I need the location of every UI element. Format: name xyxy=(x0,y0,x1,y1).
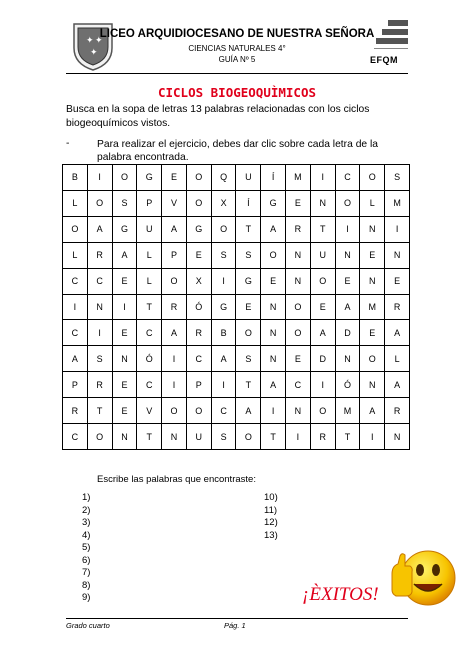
grid-letter-cell[interactable]: R xyxy=(162,294,187,320)
grid-letter-cell[interactable]: O xyxy=(236,320,261,346)
grid-letter-cell[interactable]: E xyxy=(112,398,137,424)
answer-number-label: 8) xyxy=(82,579,91,591)
grid-letter-cell[interactable]: E xyxy=(261,268,286,294)
guide-number: GUÍA Nº 5 xyxy=(218,55,256,64)
grid-letter-cell[interactable]: N xyxy=(335,346,360,372)
grid-letter-cell[interactable]: N xyxy=(112,346,137,372)
grid-letter-cell[interactable]: N xyxy=(87,294,112,320)
subject-label: CIENCIAS NATURALES 4° xyxy=(188,44,286,53)
grid-letter-cell[interactable]: M xyxy=(360,294,385,320)
grid-letter-cell[interactable]: I xyxy=(87,165,112,191)
page-title: CICLOS BIOGEOQUÌMICOS xyxy=(157,85,317,100)
grid-letter-cell[interactable]: S xyxy=(385,165,410,191)
grid-letter-cell[interactable]: E xyxy=(186,242,211,268)
grid-letter-cell[interactable]: N xyxy=(286,398,311,424)
grid-letter-cell[interactable]: S xyxy=(87,346,112,372)
grid-letter-cell[interactable]: T xyxy=(310,216,335,242)
grid-letter-cell[interactable]: R xyxy=(286,216,311,242)
grid-letter-cell[interactable]: T xyxy=(87,398,112,424)
grid-letter-cell[interactable]: M xyxy=(335,398,360,424)
grid-letter-cell[interactable]: E xyxy=(385,268,410,294)
answer-number-label: 13) xyxy=(264,529,278,541)
grid-letter-cell[interactable]: T xyxy=(335,424,360,450)
grid-letter-cell[interactable]: C xyxy=(286,372,311,398)
grid-letter-cell[interactable]: E xyxy=(162,165,187,191)
grid-letter-cell[interactable]: A xyxy=(385,372,410,398)
grid-letter-cell[interactable]: S xyxy=(236,346,261,372)
grid-letter-cell[interactable]: L xyxy=(137,268,162,294)
grid-letter-cell[interactable]: R xyxy=(385,398,410,424)
grid-letter-cell[interactable]: N xyxy=(310,190,335,216)
grid-letter-cell[interactable]: I xyxy=(87,320,112,346)
grid-letter-cell[interactable]: C xyxy=(63,424,88,450)
grid-letter-cell[interactable]: O xyxy=(87,190,112,216)
header-divider xyxy=(66,73,408,74)
answer-number-label: 1) xyxy=(82,492,91,503)
grid-row xyxy=(63,424,410,450)
grid-letter-cell[interactable]: E xyxy=(335,268,360,294)
grid-row xyxy=(63,190,410,216)
grid-letter-cell[interactable]: O xyxy=(360,165,385,191)
grid-letter-cell[interactable]: O xyxy=(286,320,311,346)
grid-letter-cell[interactable]: B xyxy=(211,320,236,346)
grid-letter-cell[interactable]: R xyxy=(87,372,112,398)
grid-letter-cell[interactable]: P xyxy=(137,190,162,216)
grid-letter-cell[interactable]: A xyxy=(310,320,335,346)
grid-letter-cell[interactable]: N xyxy=(335,242,360,268)
answer-number-label: 5) xyxy=(82,542,91,553)
grid-letter-cell[interactable]: M xyxy=(385,190,410,216)
grid-letter-cell[interactable]: C xyxy=(87,268,112,294)
word-search-grid xyxy=(62,164,410,450)
grid-letter-cell[interactable]: N xyxy=(286,242,311,268)
grid-letter-cell[interactable]: N xyxy=(261,294,286,320)
grid-row xyxy=(63,346,410,372)
grid-letter-cell[interactable]: R xyxy=(186,320,211,346)
grid-row xyxy=(63,294,410,320)
grid-letter-cell[interactable]: E xyxy=(360,320,385,346)
success-message: ¡ÈXITOS! xyxy=(302,584,379,605)
answer-number-label: 6) xyxy=(82,554,91,566)
grid-letter-cell[interactable]: U xyxy=(310,242,335,268)
grid-letter-cell[interactable]: C xyxy=(335,165,360,191)
grid-letter-cell[interactable]: C xyxy=(137,320,162,346)
grid-letter-cell[interactable]: E xyxy=(112,372,137,398)
grid-letter-cell[interactable]: O xyxy=(162,268,187,294)
grid-letter-cell[interactable]: T xyxy=(261,424,286,450)
grid-letter-cell[interactable]: P xyxy=(186,372,211,398)
grid-letter-cell[interactable]: V xyxy=(162,190,187,216)
grid-letter-cell[interactable]: E xyxy=(236,294,261,320)
grid-letter-cell[interactable]: A xyxy=(261,372,286,398)
grid-letter-cell[interactable]: C xyxy=(63,268,88,294)
grid-row xyxy=(63,268,410,294)
grid-letter-cell[interactable]: N xyxy=(360,372,385,398)
grid-letter-cell[interactable]: R xyxy=(87,242,112,268)
grid-letter-cell[interactable]: C xyxy=(63,320,88,346)
grid-letter-cell[interactable]: O xyxy=(112,165,137,191)
answer-number-label: 9) xyxy=(82,592,91,603)
grid-letter-cell[interactable]: A xyxy=(261,216,286,242)
svg-text:✦: ✦ xyxy=(86,36,94,46)
instructions-intro: Busca en la sopa de letras 13 palabras relacionadas con los ciclos biogeoquímicos vistos. xyxy=(66,104,370,129)
grid-letter-cell[interactable]: I xyxy=(360,424,385,450)
grid-letter-cell[interactable]: S xyxy=(211,242,236,268)
grid-letter-cell[interactable]: A xyxy=(63,346,88,372)
grid-letter-cell[interactable]: O xyxy=(186,165,211,191)
grid-letter-cell[interactable]: N xyxy=(385,242,410,268)
grid-letter-cell[interactable]: I xyxy=(211,268,236,294)
grid-letter-cell[interactable]: Í xyxy=(261,165,286,191)
grid-letter-cell[interactable]: E xyxy=(360,242,385,268)
grid-letter-cell[interactable]: G xyxy=(112,216,137,242)
grid-letter-cell[interactable]: O xyxy=(63,216,88,242)
bullet-dash: - xyxy=(66,138,70,149)
grid-letter-cell[interactable]: I xyxy=(310,165,335,191)
grid-letter-cell[interactable]: I xyxy=(335,216,360,242)
grid-letter-cell[interactable]: L xyxy=(63,190,88,216)
grid-letter-cell[interactable]: X xyxy=(186,268,211,294)
grid-letter-cell[interactable]: I xyxy=(286,424,311,450)
grid-letter-cell[interactable]: Ó xyxy=(186,294,211,320)
svg-text:✦: ✦ xyxy=(90,48,98,58)
grid-letter-cell[interactable]: I xyxy=(261,398,286,424)
grid-letter-cell[interactable]: A xyxy=(87,216,112,242)
grid-letter-cell[interactable]: C xyxy=(137,372,162,398)
grid-row xyxy=(63,242,410,268)
grid-letter-cell[interactable]: G xyxy=(211,294,236,320)
grid-row xyxy=(63,320,410,346)
answers-title: Escribe las palabras que encontraste: xyxy=(97,474,256,485)
grid-letter-cell[interactable]: Q xyxy=(211,165,236,191)
grid-letter-cell[interactable]: O xyxy=(162,398,187,424)
grid-letter-cell[interactable]: I xyxy=(162,372,187,398)
grid-letter-cell[interactable]: U xyxy=(137,216,162,242)
grid-letter-cell[interactable]: L xyxy=(385,346,410,372)
grid-letter-cell[interactable]: G xyxy=(261,190,286,216)
instructions-bullet: Para realizar el ejercicio, debes dar clic sobre cada letra de la palabra encontrada. xyxy=(97,139,379,163)
grid-letter-cell[interactable]: I xyxy=(112,294,137,320)
grid-letter-cell[interactable]: L xyxy=(360,190,385,216)
grid-letter-cell[interactable]: N xyxy=(360,216,385,242)
grid-letter-cell[interactable]: A xyxy=(162,320,187,346)
grid-row xyxy=(63,216,410,242)
grid-letter-cell[interactable]: M xyxy=(286,165,311,191)
grid-letter-cell[interactable]: E xyxy=(112,268,137,294)
grid-letter-cell[interactable]: T xyxy=(236,216,261,242)
grid-letter-cell[interactable]: E xyxy=(286,190,311,216)
grid-letter-cell[interactable]: O xyxy=(310,268,335,294)
grid-letter-cell[interactable]: R xyxy=(310,424,335,450)
grid-letter-cell[interactable]: E xyxy=(286,346,311,372)
grid-letter-cell[interactable]: V xyxy=(137,398,162,424)
grid-row xyxy=(63,398,410,424)
grid-letter-cell[interactable]: X xyxy=(211,190,236,216)
grid-letter-cell[interactable]: A xyxy=(162,216,187,242)
grid-letter-cell[interactable]: A xyxy=(360,398,385,424)
grid-letter-cell[interactable]: E xyxy=(310,294,335,320)
grid-letter-cell[interactable]: D xyxy=(310,346,335,372)
grid-letter-cell[interactable]: Ó xyxy=(335,372,360,398)
grid-letter-cell[interactable]: C xyxy=(186,346,211,372)
thumbs-up-smiley-icon xyxy=(386,540,458,612)
grid-letter-cell[interactable]: I xyxy=(162,346,187,372)
grid-letter-cell[interactable]: A xyxy=(112,242,137,268)
grid-letter-cell[interactable]: T xyxy=(236,372,261,398)
grid-letter-cell[interactable]: O xyxy=(360,346,385,372)
grid-letter-cell[interactable]: N xyxy=(112,424,137,450)
grid-letter-cell[interactable]: T xyxy=(137,294,162,320)
answer-number-label: 11) xyxy=(264,504,278,516)
grid-letter-cell[interactable]: O xyxy=(87,424,112,450)
grid-letter-cell[interactable]: N xyxy=(261,320,286,346)
grid-letter-cell[interactable]: G xyxy=(186,216,211,242)
grid-letter-cell[interactable]: I xyxy=(310,372,335,398)
footer-grade: Grado cuarto xyxy=(66,621,110,630)
grid-letter-cell[interactable]: G xyxy=(137,165,162,191)
answer-number-label: 12) xyxy=(264,517,278,528)
grid-letter-cell[interactable]: I xyxy=(385,216,410,242)
grid-letter-cell[interactable]: O xyxy=(286,294,311,320)
grid-letter-cell[interactable]: S xyxy=(236,242,261,268)
school-name: LICEO ARQUIDIOCESANO DE NUESTRA SEÑORA xyxy=(99,28,375,40)
grid-letter-cell[interactable]: E xyxy=(112,320,137,346)
grid-letter-cell[interactable]: A xyxy=(385,320,410,346)
grid-letter-cell[interactable]: I xyxy=(63,294,88,320)
grid-letter-cell[interactable]: B xyxy=(63,165,88,191)
answer-number-label: 10) xyxy=(264,492,278,503)
answer-number-label: 7) xyxy=(82,567,91,578)
grid-letter-cell[interactable]: G xyxy=(236,268,261,294)
grid-letter-cell[interactable]: O xyxy=(310,398,335,424)
grid-letter-cell[interactable]: N xyxy=(385,424,410,450)
answer-number-label: 2) xyxy=(82,504,91,516)
grid-letter-cell[interactable]: O xyxy=(186,190,211,216)
grid-letter-cell[interactable]: O xyxy=(236,424,261,450)
grid-letter-cell[interactable]: N xyxy=(162,424,187,450)
grid-row xyxy=(63,372,410,398)
grid-letter-cell[interactable]: S xyxy=(112,190,137,216)
grid-letter-cell[interactable]: O xyxy=(211,216,236,242)
grid-letter-cell[interactable]: L xyxy=(137,242,162,268)
grid-letter-cell[interactable]: A xyxy=(211,346,236,372)
grid-letter-cell[interactable]: O xyxy=(335,190,360,216)
grid-letter-cell[interactable]: N xyxy=(286,268,311,294)
grid-letter-cell[interactable]: A xyxy=(236,398,261,424)
grid-letter-cell[interactable]: C xyxy=(211,398,236,424)
grid-letter-cell[interactable]: I xyxy=(211,372,236,398)
grid-letter-cell[interactable]: Ó xyxy=(137,346,162,372)
grid-letter-cell[interactable]: P xyxy=(63,372,88,398)
grid-letter-cell[interactable]: T xyxy=(137,424,162,450)
grid-letter-cell[interactable]: N xyxy=(360,268,385,294)
grid-letter-cell[interactable]: L xyxy=(63,242,88,268)
grid-letter-cell[interactable]: S xyxy=(211,424,236,450)
footer-divider xyxy=(66,618,408,619)
grid-letter-cell[interactable]: O xyxy=(261,242,286,268)
grid-letter-cell[interactable]: R xyxy=(385,294,410,320)
efqm-logo-text: EFQM xyxy=(370,55,398,65)
svg-text:✦: ✦ xyxy=(95,36,103,46)
grid-letter-cell[interactable]: O xyxy=(186,398,211,424)
grid-letter-cell[interactable]: P xyxy=(162,242,187,268)
grid-letter-cell[interactable]: R xyxy=(63,398,88,424)
grid-letter-cell[interactable]: N xyxy=(261,346,286,372)
footer-page-number: Pág. 1 xyxy=(224,621,246,630)
grid-letter-cell[interactable]: A xyxy=(335,294,360,320)
grid-letter-cell[interactable]: Í xyxy=(236,190,261,216)
grid-row xyxy=(63,165,410,191)
grid-letter-cell[interactable]: D xyxy=(335,320,360,346)
grid-letter-cell[interactable]: U xyxy=(236,165,261,191)
answer-number-label: 3) xyxy=(82,517,91,528)
answer-number-label: 4) xyxy=(82,529,91,541)
grid-letter-cell[interactable]: U xyxy=(186,424,211,450)
